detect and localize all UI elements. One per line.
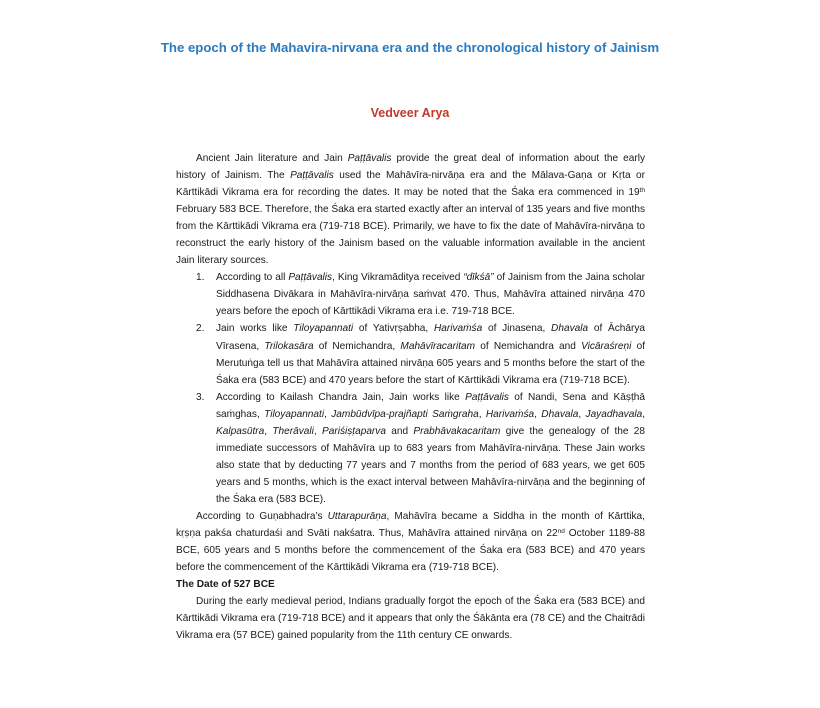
text-run: Ancient Jain literature and Jain [196, 153, 348, 164]
text-run: of Jinasena, [482, 323, 552, 335]
text-run: of Nandi, Sena and Kāṣṭhā saṁghas, [216, 391, 645, 420]
italic-term: Trilokasāra [264, 340, 314, 352]
text-run: of Jainism from the Jaina scholar Siddhasena Divākara in Mahāvīra-nirvāṇa saṁvat 470. Thus, Mahāvīra attained nirvāṇa 470 years before the epoch of Kārttikādi Vikrama era i.e. 719-718 BCE. [216, 272, 645, 318]
paper-body [176, 150, 645, 644]
italic-term: Therāvali [272, 425, 314, 437]
text-run: of Nemichandra, [313, 340, 401, 352]
text-run: , [264, 425, 273, 437]
text-run: of Nemichandra and [475, 340, 582, 352]
section-heading: The Date of 527 BCE [176, 579, 275, 591]
italic-term: Tiloyapannati [293, 323, 354, 335]
italic-term: Dhavala [541, 408, 579, 420]
paper-title: The epoch of the Mahavira-nirvana era and the chronological history of Jainism [160, 40, 660, 55]
italic-term: Harivaṁśa [485, 408, 535, 420]
list-number: 2. [196, 323, 205, 335]
text-run: , [324, 408, 332, 420]
italic-term: Prabhāvakacaritam [413, 425, 501, 437]
italic-term: Kalpasūtra [216, 425, 265, 437]
text-run: Jain works like [216, 323, 294, 335]
italic-term: Paṭṭāvalis [465, 391, 509, 403]
italic-term: “dīkśā” [463, 272, 494, 284]
text-run: , [578, 408, 586, 420]
italic-term: Paṭṭāvalis [290, 170, 334, 182]
italic-term: Jambūdvīpa-prajñapti Saṁgraha [331, 408, 479, 420]
text-run: give the genealogy of the 28 immediate successors of Mahāvīra up to 683 years from Mahāvīra-nirvāṇa. These Jain works also state that by deducting 77 years and 7 months from the period of 683 years, we get 605 years and 5 months, which is the exact interval between Mahāvīra-nirvāṇa and the beginning of the Śaka era (583 BCE). [216, 425, 646, 505]
text-run: of Merutuṅga tell us that Mahāvīra attained nirvāṇa 605 years and 5 months before the start of the Śaka era (583 BCE) and 470 years before the start of Kārttikādi Vikrama era (719-718 BCE). [216, 340, 645, 386]
text-run: and [385, 425, 414, 437]
list-item-3 [176, 389, 645, 508]
text-run: of Āchārya Vīrasena, [216, 323, 646, 352]
list-item-2 [176, 320, 645, 388]
text-run: , Mahāvīra became a Siddha in the month of Kārttika, kṛṣṇa pakśa chaturdaśi and Svāti nakśatra. Thus, Mahāvīra attained nirvāṇa on 22 [176, 510, 645, 540]
text-run: During the early medieval period, Indians gradually forgot the epoch of the Śaka era (583 BCE) and Kārttikādi Vikrama era (719-718 BCE) and it appears that only the Śākānta era (78 CE) and the Chaitrādi Vikrama era (57 BCE) gained popularity from the 11th century CE onwards. [176, 596, 645, 642]
text-run: According to all [216, 272, 289, 284]
text-run: According to Guṇabhadra’s [196, 510, 328, 522]
text-run: , [534, 408, 542, 420]
gunabhadra-paragraph [176, 508, 645, 576]
ordinal-suffix: th [639, 187, 645, 195]
italic-term: Tiloyapannati [264, 408, 325, 420]
medieval-paragraph [176, 593, 645, 644]
paper-author: Vedveer Arya [370, 106, 450, 120]
italic-term: Pariśiṣṭaparva [322, 425, 386, 437]
italic-term: Vicāraśreṇi [581, 340, 632, 352]
text-run: According to Kailash Chandra Jain, Jain works like [216, 391, 466, 403]
intro-paragraph [176, 150, 645, 269]
text-run: , [313, 425, 322, 437]
text-run: October 1189-88 BCE, 605 years and 5 months before the commencement of the Śaka era (583 BCE) and 470 years before the commencement of the Kārttikādi Vikrama era (719-718 BCE). [176, 528, 646, 574]
list-number: 1. [196, 272, 205, 284]
text-run: February 583 BCE. Therefore, the Śaka era started exactly after an interval of 135 years and five months from the Kārttikādi Vikrama era (719-718 BCE). Primarily, we have to fix the date of Mahāvīra-nirvāṇa to reconstruct the early history of the Jainism based on the valuable information available in the ancient Jain literary sources. [176, 204, 645, 267]
text-run: provide the great deal of information about the early history of Jainism. The [176, 153, 645, 182]
text-run: used the Mahāvīra-nirvāṇa era and the Mālava-Gaṇa or Kṛta or Kārttikādi Vikrama era for recording the dates. It may be noted that the Śaka era commenced in 19 [176, 170, 645, 199]
ordinal-suffix: nd [557, 528, 565, 536]
list-number: 3. [196, 391, 205, 403]
text-run: of Yativṛṣabha, [353, 323, 434, 335]
text-run: , [642, 408, 646, 420]
italic-term: Paṭṭāvalis [347, 153, 392, 164]
italic-term: Dhavala [551, 323, 589, 335]
italic-term: Harivaṁśa [433, 323, 483, 335]
italic-term: Mahāvīracaritam [400, 340, 476, 352]
italic-term: Paṭṭāvalis [288, 272, 333, 284]
italic-term: Uttarapurāṇa [327, 510, 387, 522]
text-run: , King Vikramāditya received [332, 272, 464, 284]
text-run: , [478, 408, 486, 420]
list-item-1 [176, 269, 645, 320]
italic-term: Jayadhavala [585, 408, 643, 420]
